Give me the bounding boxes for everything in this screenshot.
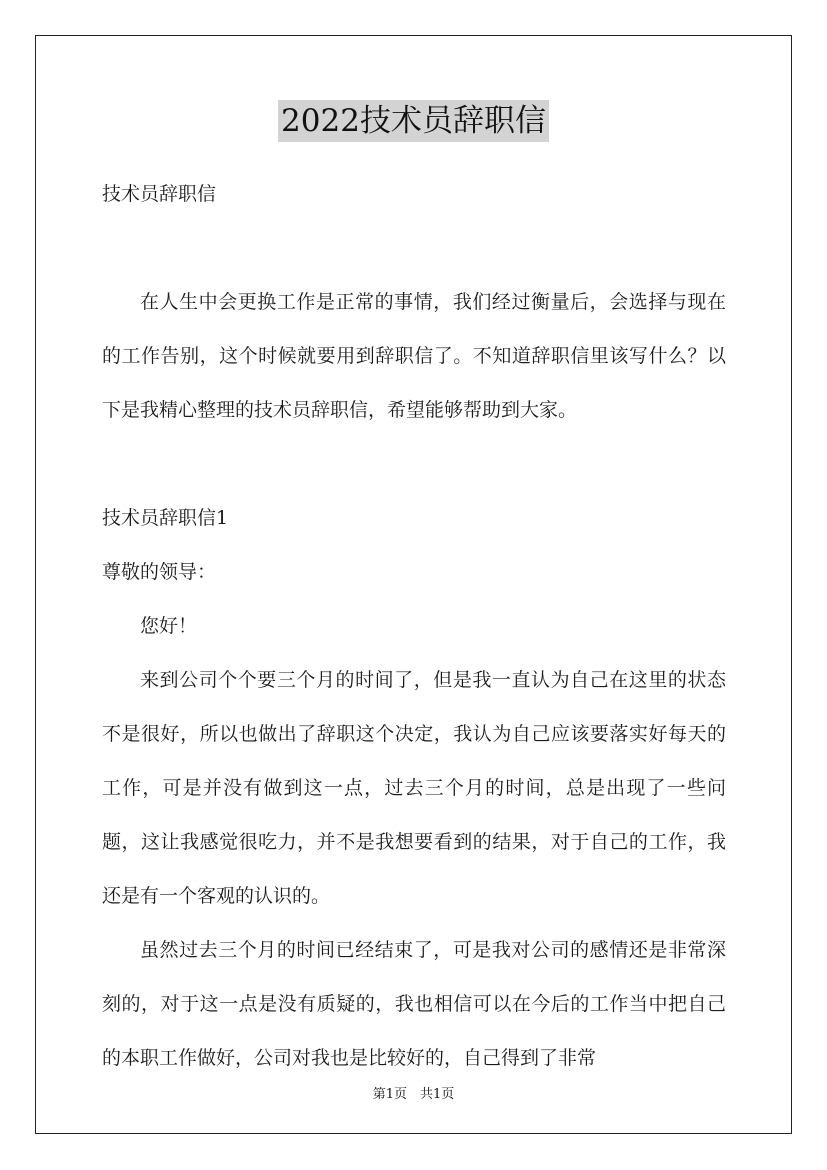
body-paragraph-1: 来到公司个个要三个月的时间了，但是我一直认为自己在这里的状态不是很好，所以也做出了辞职这个决定，我认为自己应该要落实好每天的工作，可是并没有做到这一点，过去三个月的时间，总是出现了一些问题，这让我感觉很吃力，并不是我想要看到的结果，对于自己的工作，我还是有一个客观的认识的。 bbox=[102, 669, 726, 907]
page-footer: 第1页 共1页 bbox=[372, 1087, 455, 1102]
body-paragraph-2: 虽然过去三个月的时间已经结束了，可是我对公司的感情还是非常深刻的，对于这一点是没有质疑的，我也相信可以在今后的工作当中把自己的本职工作做好，公司对我也是比较好的，自己得到了非常 bbox=[102, 939, 726, 1069]
salutation: 尊敬的领导： bbox=[102, 561, 217, 583]
blank-line bbox=[102, 437, 726, 491]
section-heading: 技术员辞职信1 bbox=[102, 507, 229, 529]
intro-paragraph: 在人生中会更换工作是正常的事情，我们经过衡量后，会选择与现在的工作告别，这个时候就要用到辞职信了。不知道辞职信里该写什么？以下是我精心整理的技术员辞职信，希望能够帮助到大家。 bbox=[102, 291, 726, 421]
document-body bbox=[102, 167, 726, 1085]
subtitle: 技术员辞职信 bbox=[102, 183, 217, 205]
blank-line bbox=[102, 221, 726, 275]
document-title-text: 2022技术员辞职信 bbox=[278, 100, 549, 142]
greeting: 您好！ bbox=[140, 615, 198, 637]
document-title bbox=[0, 100, 827, 142]
